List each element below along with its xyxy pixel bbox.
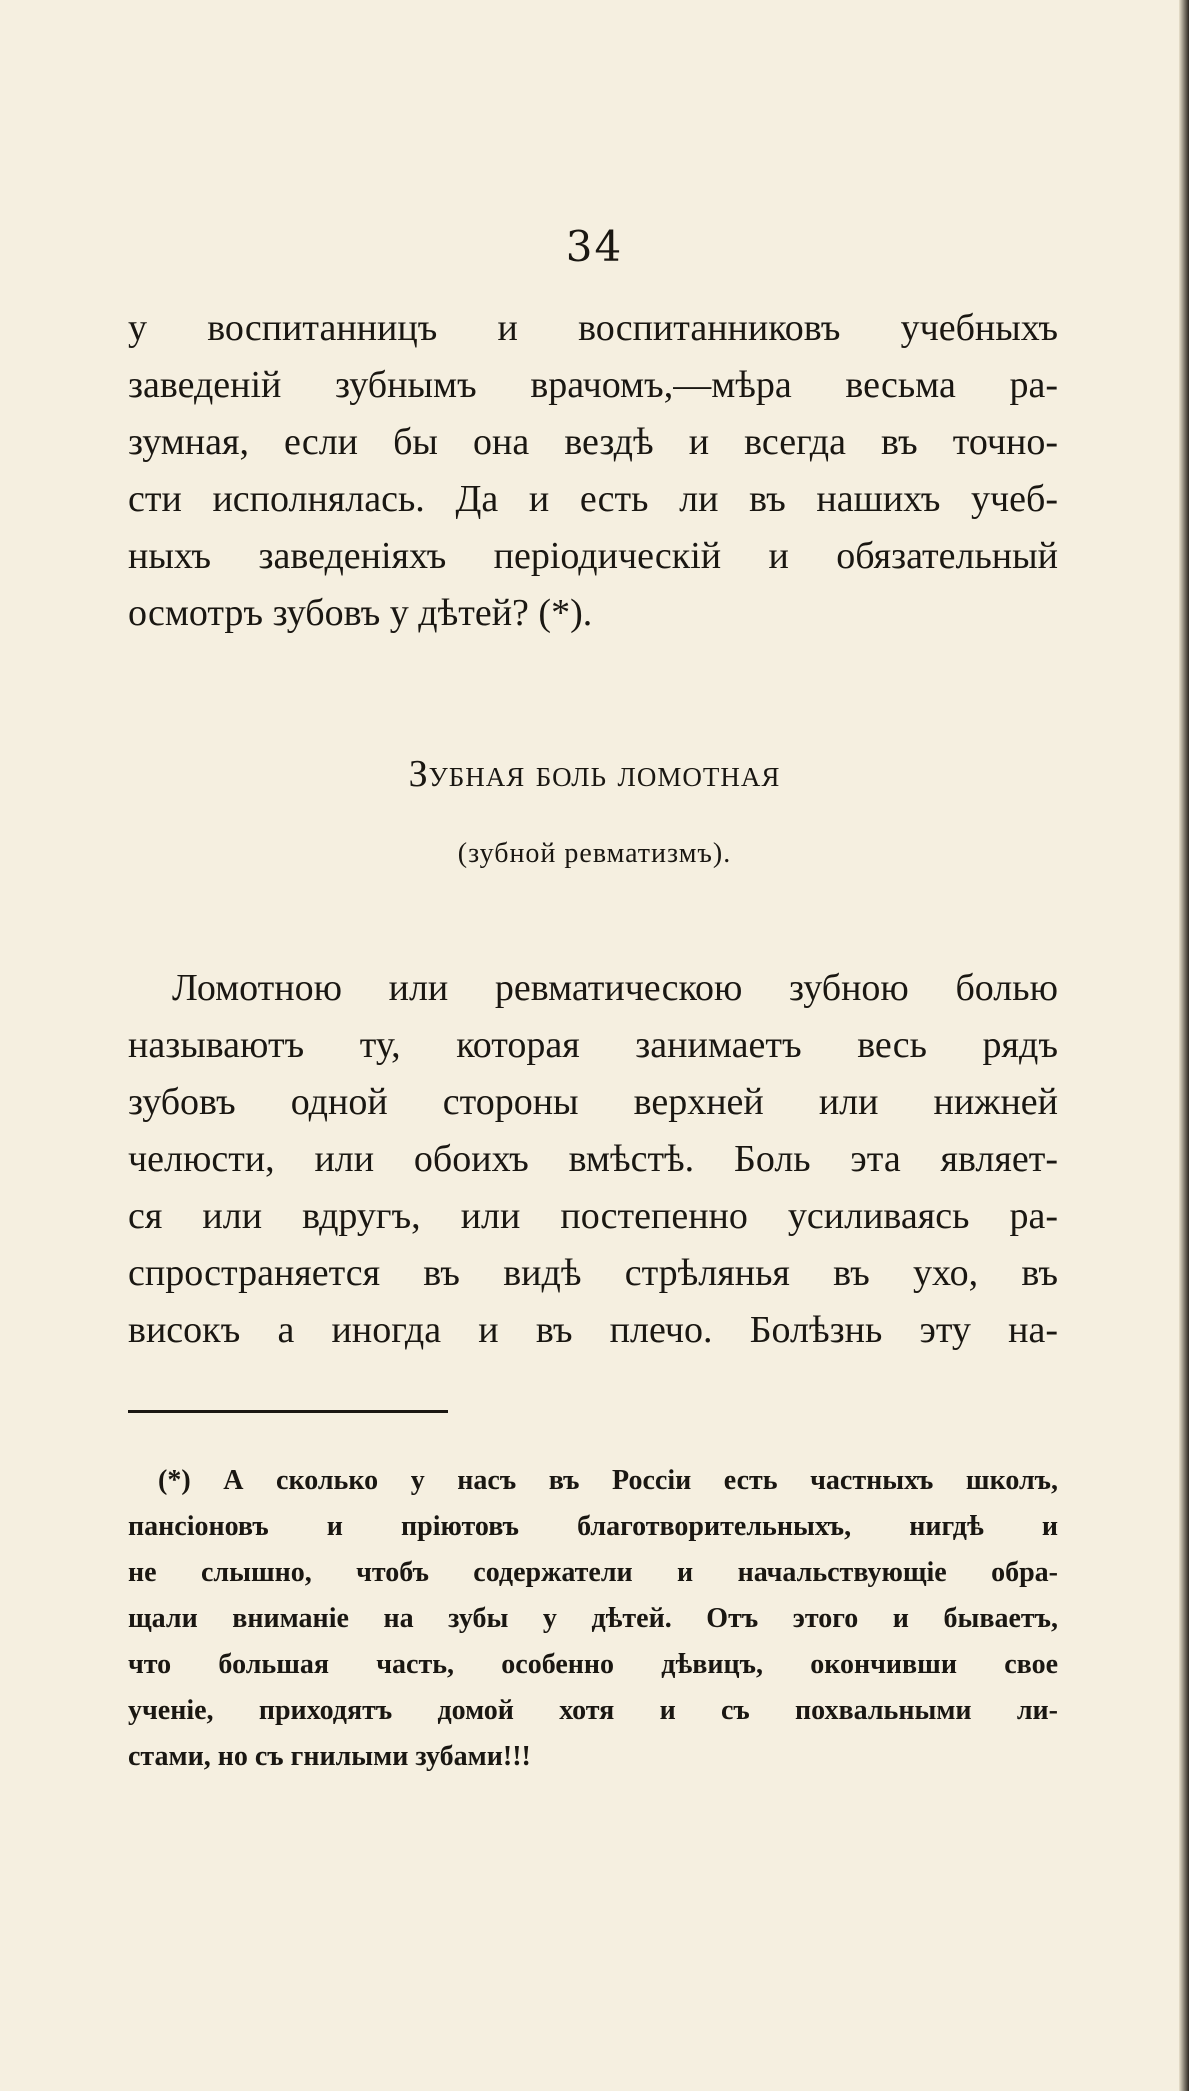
footnote-line: не слышно, чтобъ содержатели и начальствующіе обра- [128, 1557, 1058, 1588]
text-line: зубовъ одной стороны верхней или нижней [128, 1081, 1058, 1123]
footnote-line: пансіоновъ и пріютовъ благотворительныхъ, нигдѣ и [128, 1511, 1058, 1542]
text-line: високъ а иногда и въ плечо. Болѣзнь эту на- [128, 1309, 1058, 1351]
section-subheading: (зубной ревматизмъ). [457, 838, 732, 869]
text-line: осмотръ зубовъ у дѣтей? (*). [128, 592, 593, 634]
text-line: зумная, если бы она вездѣ и всегда въ точно- [128, 421, 1058, 463]
footnote-line: (*) А сколько у насъ въ Россіи есть частныхъ школъ, [158, 1465, 1058, 1496]
paragraph-2 [128, 960, 1058, 1359]
footnote-line: стами, но съ гнилыми зубами!!! [128, 1741, 531, 1772]
footnote-rule [128, 1410, 448, 1413]
footnote-line: щали вниманіе на зубы у дѣтей. Отъ этого и бываетъ, [128, 1603, 1058, 1634]
footnote-line: что большая часть, особенно дѣвицъ, окончивши свое [128, 1649, 1058, 1680]
page-edge [1179, 0, 1189, 2091]
text-line: Ломотною или ревматическою зубною болью [172, 967, 1058, 1009]
text-line: ся или вдругъ, или постепенно усиливаясь ра- [128, 1195, 1058, 1237]
text-line: спространяется въ видѣ стрѣлянья въ ухо, въ [128, 1252, 1058, 1294]
text-line: называютъ ту, которая занимаетъ весь рядъ [128, 1024, 1058, 1066]
section-heading: Зубная боль ломотная [408, 753, 781, 795]
text-line: сти исполнялась. Да и есть ли въ нашихъ учеб- [128, 478, 1058, 520]
text-line: ныхъ заведеніяхъ періодическій и обязательный [128, 535, 1058, 577]
text-line: челюсти, или обоихъ вмѣстѣ. Боль эта являет- [128, 1138, 1058, 1180]
text-line: заведеній зубнымъ врачомъ,—мѣра весьма ра- [128, 364, 1058, 406]
footnote-line: ученіе, приходятъ домой хотя и съ похвальными ли- [128, 1695, 1058, 1726]
footnote [128, 1458, 1058, 1780]
paragraph-1 [128, 300, 1058, 642]
text-line: у воспитанницъ и воспитанниковъ учебныхъ [128, 307, 1058, 349]
page-number: 34 [565, 222, 624, 271]
